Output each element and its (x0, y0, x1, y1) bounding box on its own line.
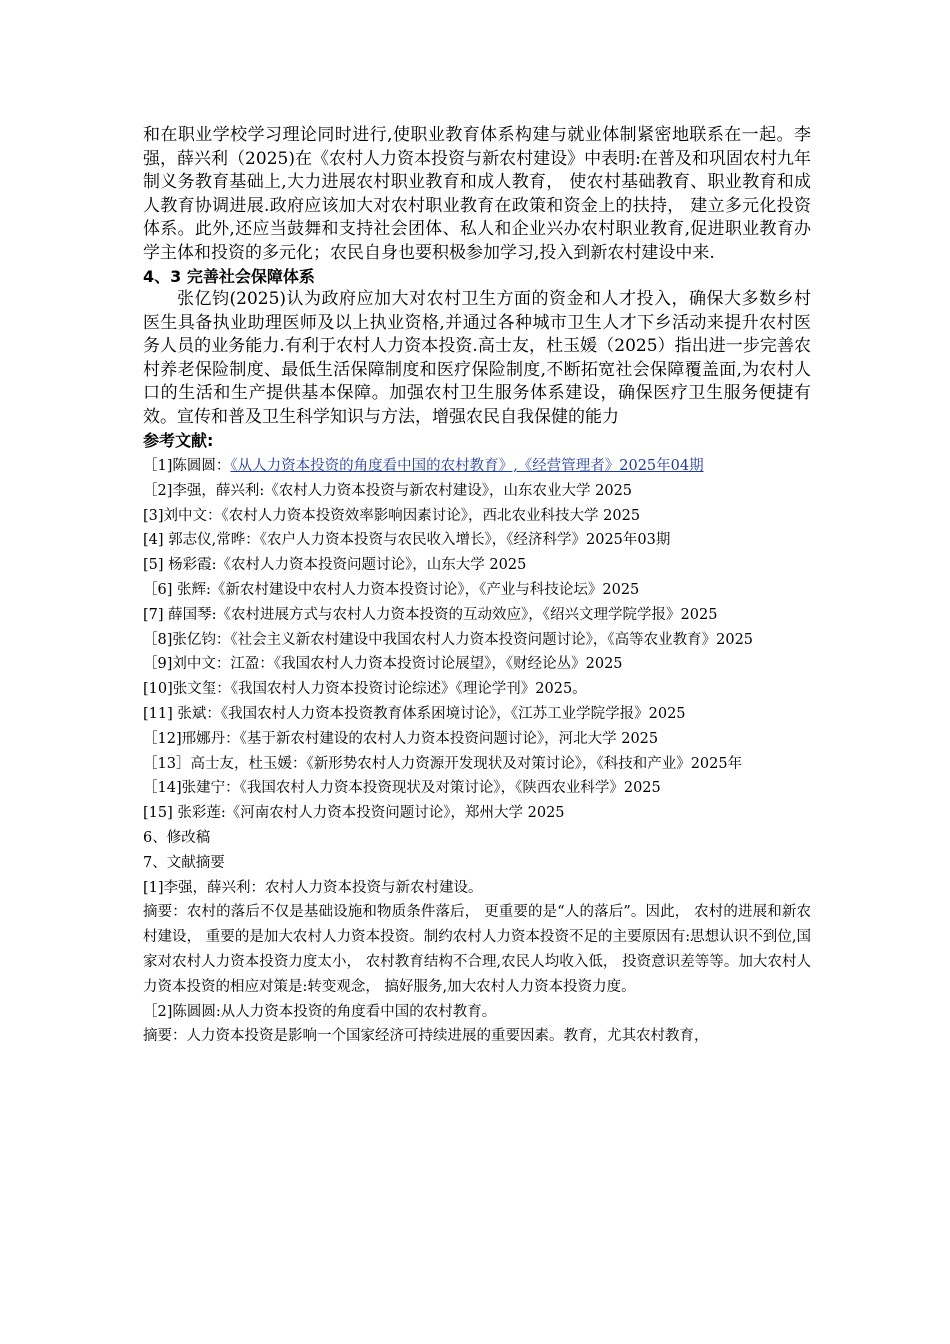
section-literature-abstracts: 7、文献摘要 (143, 854, 225, 871)
reference-item: [3]刘中文：《农村人力资本投资效率影响因素讨论》，西北农业科技大学 2025 (143, 507, 641, 524)
paragraph-social-security: 张亿钧(2025)认为政府应加大对农村卫生方面的资金和人才投入，确保大多数乡村医生具备执业助理医师及以上执业资格,并通过各种城市卫生人才下乡活动来提升农村医务人员的业务能力.有利于农村人力资本投资.高士友，杜玉媛（2025）指出进一步完善农村养老保险制度、最低生活保障制度和医疗保险制度,不断拓宽社会保障覆盖面,为农村人口的生活和生产提供基本保障。加强农村卫生服务体系建设，确保医疗卫生服务便捷有效。宣传和普及卫生科学知识与方法，增强农民自我保健的能力 (143, 289, 811, 427)
reference-link[interactable]: 《从人力资本投资的角度看中国的农村教育》,《经营管理者》2025年04期 (230, 458, 704, 474)
reference-item: [11] 张斌：《我国农村人力资本投资教育体系困境讨论》，《江苏工业学院学报》2025 (143, 705, 686, 722)
reference-item: [10]张文玺：《我国农村人力资本投资讨论综述》《理论学刊》2025。 (143, 681, 587, 698)
abstract-title: [1]李强，薛兴利：农村人力资本投资与新农村建设。 (143, 879, 483, 896)
section-revision-draft: 6、修改稿 (143, 829, 211, 846)
abstract-title: ［2]陈圆圆:从人力资本投资的角度看中国的农村教育。 (143, 1003, 497, 1020)
reference-item: ［6] 张辉:《新农村建设中农村人力资本投资讨论》，《产业与科技论坛》2025 (143, 581, 640, 598)
reference-item: ［12]邢娜丹：《基于新农村建设的农村人力资本投资问题讨论》，河北大学 2025 (143, 730, 659, 747)
references-heading: 参考文献: (143, 431, 214, 450)
section-heading-social-security: 4、3 完善社会保障体系 (143, 267, 315, 286)
reference-item: [15] 张彩莲:《河南农村人力资本投资问题讨论》，郑州大学 2025 (143, 805, 565, 822)
reference-item: [7] 薛国琴:《农村进展方式与农村人力资本投资的互动效应》，《绍兴文理学院学报》2025 (143, 606, 718, 623)
reference-list (143, 454, 811, 826)
document-page (143, 124, 811, 1049)
reference-item: ［13］高士友，杜玉媛：《新形势农村人力资源开发现状及对策讨论》，《科技和产业》2025年 (143, 755, 743, 772)
reference-item: ［8]张亿钧：《社会主义新农村建设中我国农村人力资本投资问题讨论》，《高等农业教育》2025 (143, 631, 754, 648)
reference-number-author: ［1]陈圆圆： (143, 458, 231, 474)
abstract-body: 摘要：农村的落后不仅是基础设施和物质条件落后， 更重要的是“人的落后”。因此， 农村的进展和新农村建设， 重要的是加大农村人力资本投资。制约农村人力资本投资不足的主要原因有:思想认识不到位,国家对农村人力资本投资力度太小， 农村教育结构不合理,农民人均收入低， 投资意识差等等。加大农村人力资本投资的相应对策是:转变观念， 搞好服务,加大农村人力资本投资力度。 (143, 904, 811, 995)
reference-item: [5] 杨彩霞:《农村人力资本投资问题讨论》，山东大学 2025 (143, 557, 527, 574)
reference-item: ［2]李强，薛兴利:《农村人力资本投资与新农村建设》，山东农业大学 2025 (143, 482, 633, 499)
reference-item (143, 454, 811, 479)
paragraph-vocational-education: 和在职业学校学习理论同时进行,使职业教育体系构建与就业体制紧密地联系在一起。李强，薛兴利（2025)在《农村人力资本投资与新农村建设》中表明:在普及和巩固农村九年制义务教育基础上,大力进展农村职业教育和成人教育， 使农村基础教育、职业教育和成人教育协调进展.政府应该加大对农村职业教育在政策和资金上的扶持， 建立多元化投资体系。此外,还应当鼓舞和支持社会团体、私人和企业兴办农村职业教育,促进职业教育办学主体和投资的多元化；农民自身也要积极参加学习,投入到新农村建设中来. (143, 125, 811, 263)
reference-item: [4] 郭志仪,常晔：《农户人力资本投资与农民收入增长》，《经济科学》2025年03期 (143, 532, 671, 549)
reference-item: ［9]刘中文：江盈：《我国农村人力资本投资讨论展望》，《财经论丛》2025 (143, 656, 623, 673)
abstract-body: 摘要：人力资本投资是影响一个国家经济可持续进展的重要因素。教育，尤其农村教育， (143, 1028, 709, 1045)
reference-item: ［14]张建宁：《我国农村人力资本投资现状及对策讨论》，《陕西农业科学》2025 (143, 780, 661, 797)
